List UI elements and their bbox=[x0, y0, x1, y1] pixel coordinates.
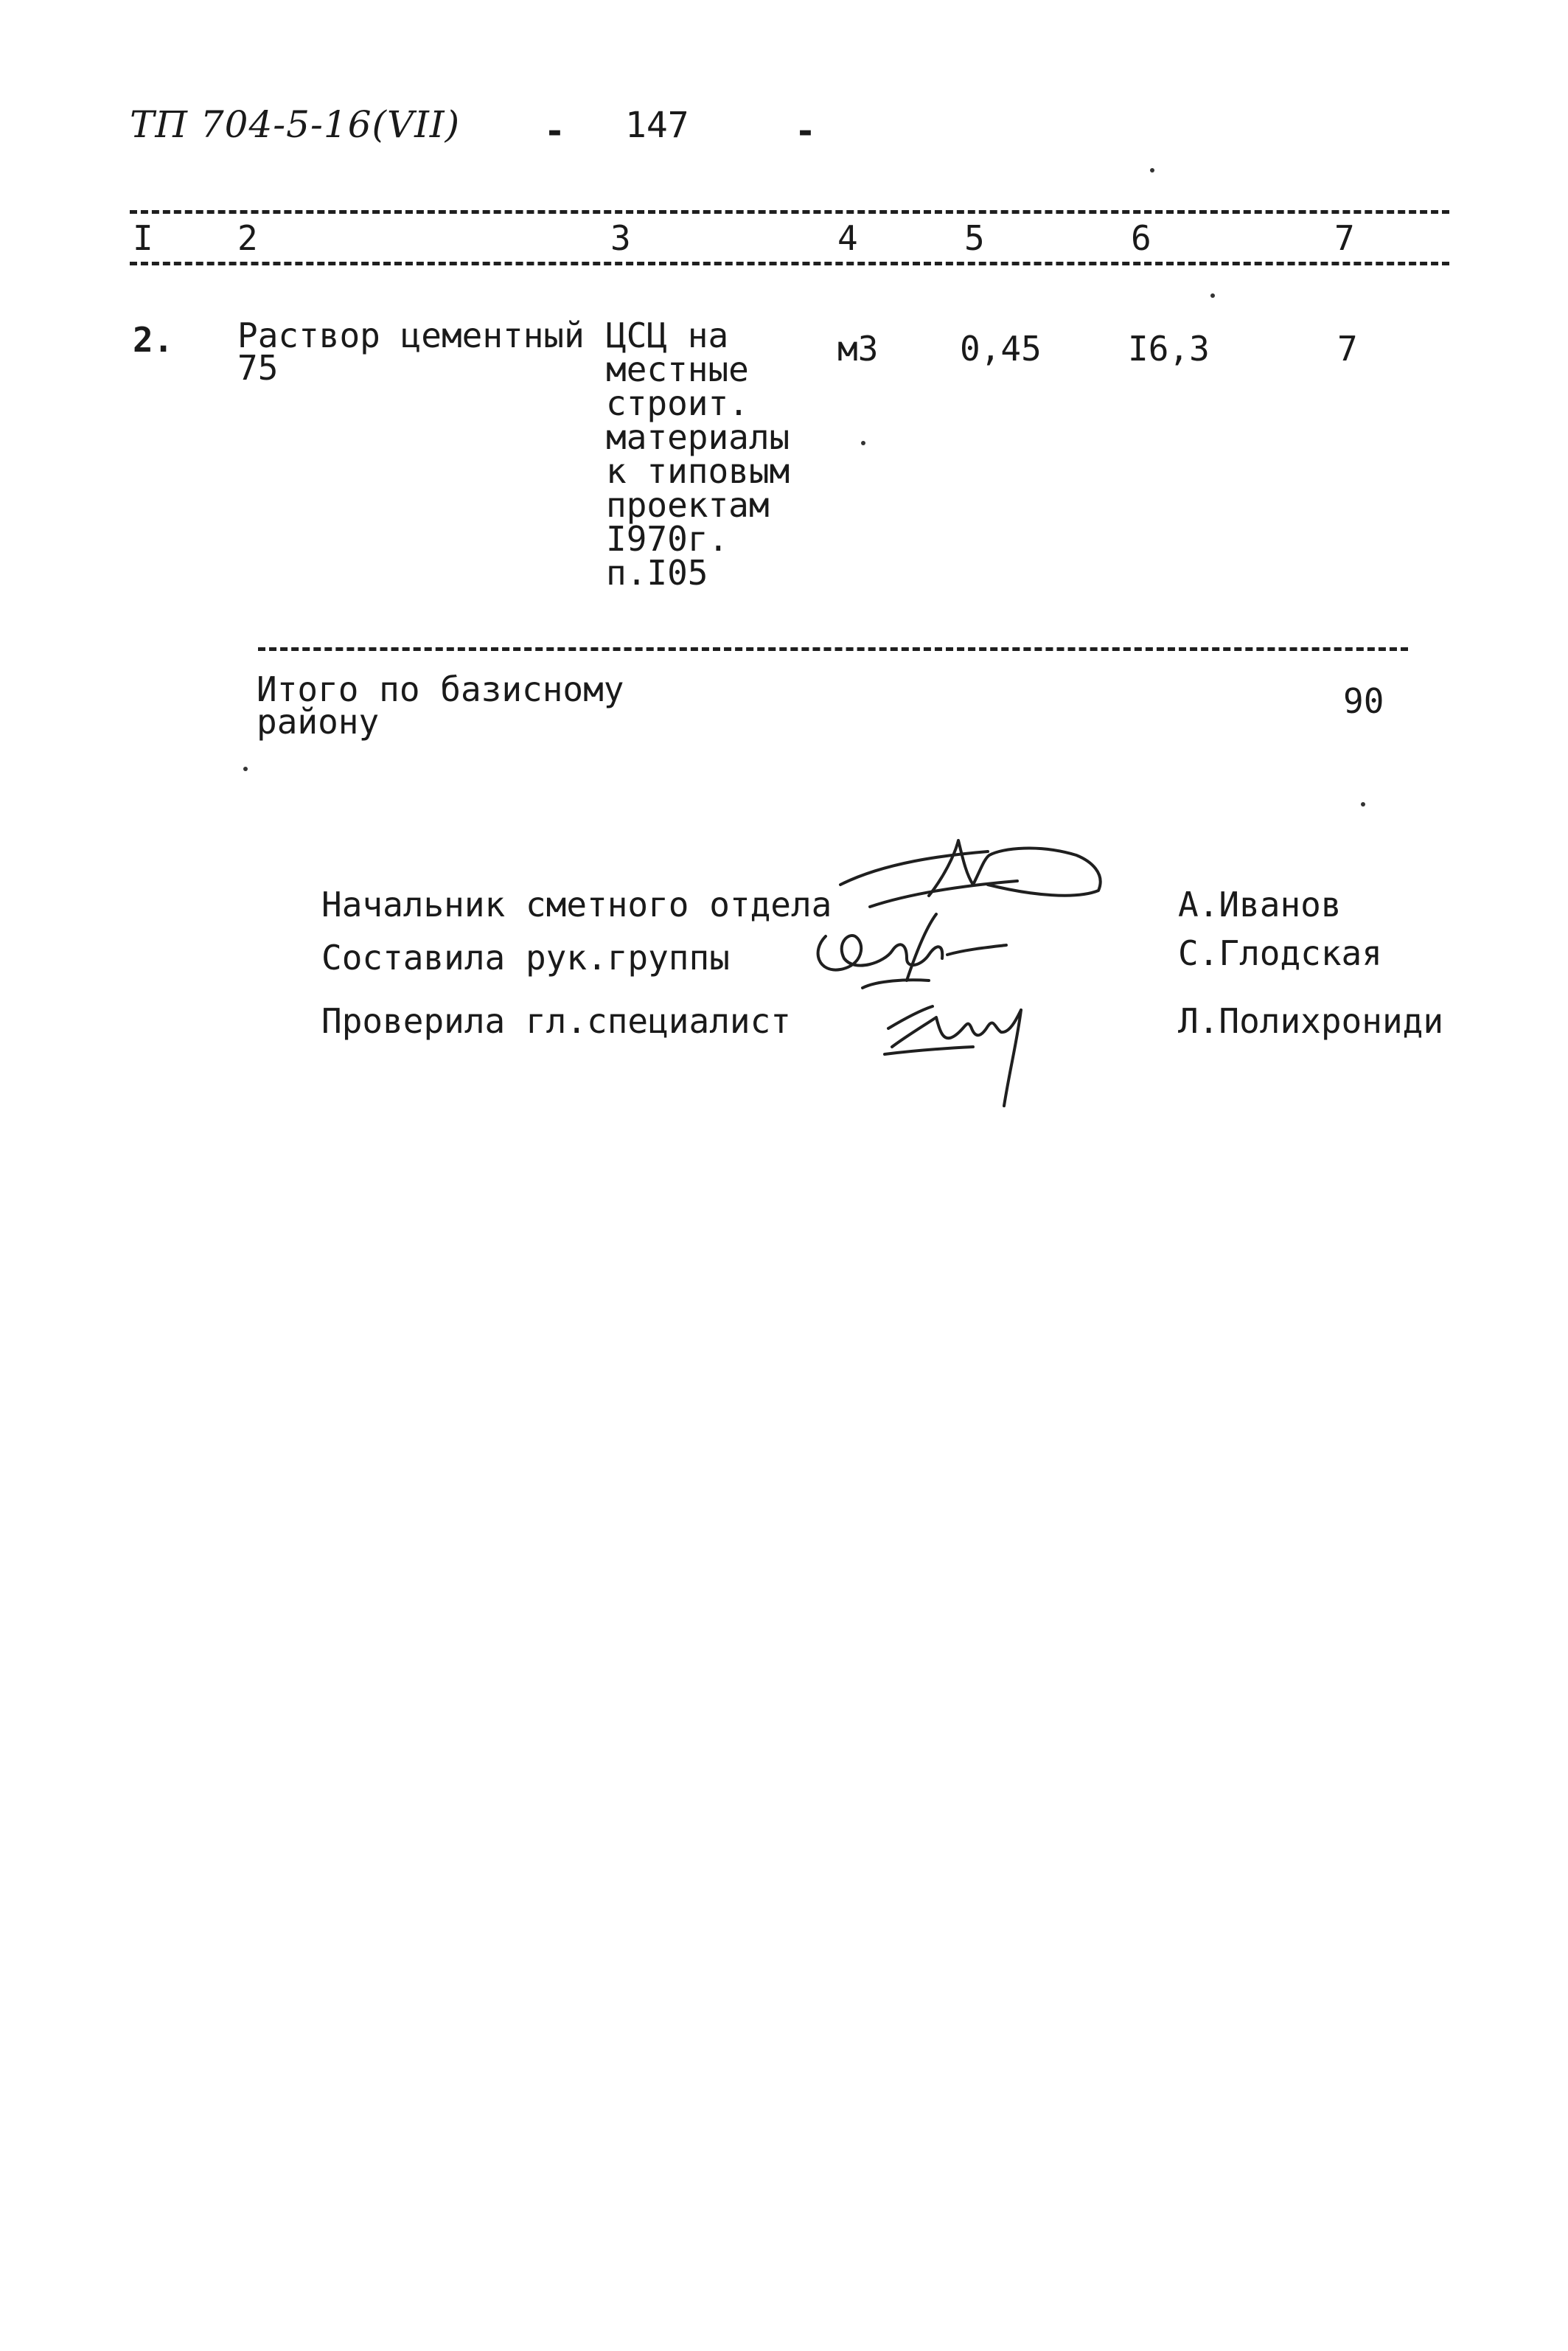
signature-role-head: Начальник сметного отдела bbox=[321, 885, 832, 924]
scan-speck bbox=[1150, 168, 1154, 173]
signature-name-glodskaya: С.Глодская bbox=[1178, 933, 1382, 973]
column-number: 5 bbox=[964, 218, 985, 258]
column-number: 7 bbox=[1334, 218, 1355, 258]
row-total: 7 bbox=[1337, 329, 1358, 369]
row-name-line2: 75 bbox=[237, 348, 279, 388]
scan-speck bbox=[861, 441, 865, 445]
column-number: 2 bbox=[237, 218, 258, 258]
page-dash-left: - bbox=[544, 111, 565, 152]
row-source: ЦСЦ на местные строит. материалы к типовым проектам I970г. п.I05 bbox=[606, 316, 790, 593]
scan-speck bbox=[1210, 293, 1215, 298]
scan-speck bbox=[243, 767, 248, 771]
page-number: 147 bbox=[625, 105, 689, 146]
handwritten-signatures bbox=[796, 833, 1121, 1113]
subtotal-value: 90 bbox=[1343, 681, 1384, 721]
signature-name-polikhronidi: Л.Полихрониди bbox=[1178, 1001, 1444, 1041]
signature-role-checked: Проверила гл.специалист bbox=[321, 1001, 791, 1041]
column-number: 6 bbox=[1131, 218, 1151, 258]
scan-speck bbox=[1361, 802, 1365, 807]
row-quantity: 0,45 bbox=[960, 329, 1042, 369]
row-unit: м3 bbox=[837, 329, 879, 369]
subtotal-label-line1: Итого по базисному bbox=[257, 669, 624, 709]
subtotal-label-line2: району bbox=[257, 702, 380, 742]
page-dash-right: - bbox=[795, 111, 816, 152]
signature-name-ivanov: А.Иванов bbox=[1178, 885, 1342, 924]
column-number: 3 bbox=[610, 218, 631, 258]
signature-role-compiled: Составила рук.группы bbox=[321, 938, 730, 978]
column-number: 4 bbox=[837, 218, 858, 258]
subtotal-rule bbox=[258, 647, 1408, 651]
row-name-line1: Раствор цементный bbox=[237, 316, 585, 355]
row-price: I6,3 bbox=[1128, 329, 1210, 369]
document-code: ТП 704-5-16(VII) bbox=[130, 103, 461, 146]
table-top-rule bbox=[130, 210, 1449, 214]
table-header-rule bbox=[130, 262, 1449, 265]
column-number: I bbox=[133, 218, 153, 258]
row-index: 2. bbox=[133, 320, 174, 360]
